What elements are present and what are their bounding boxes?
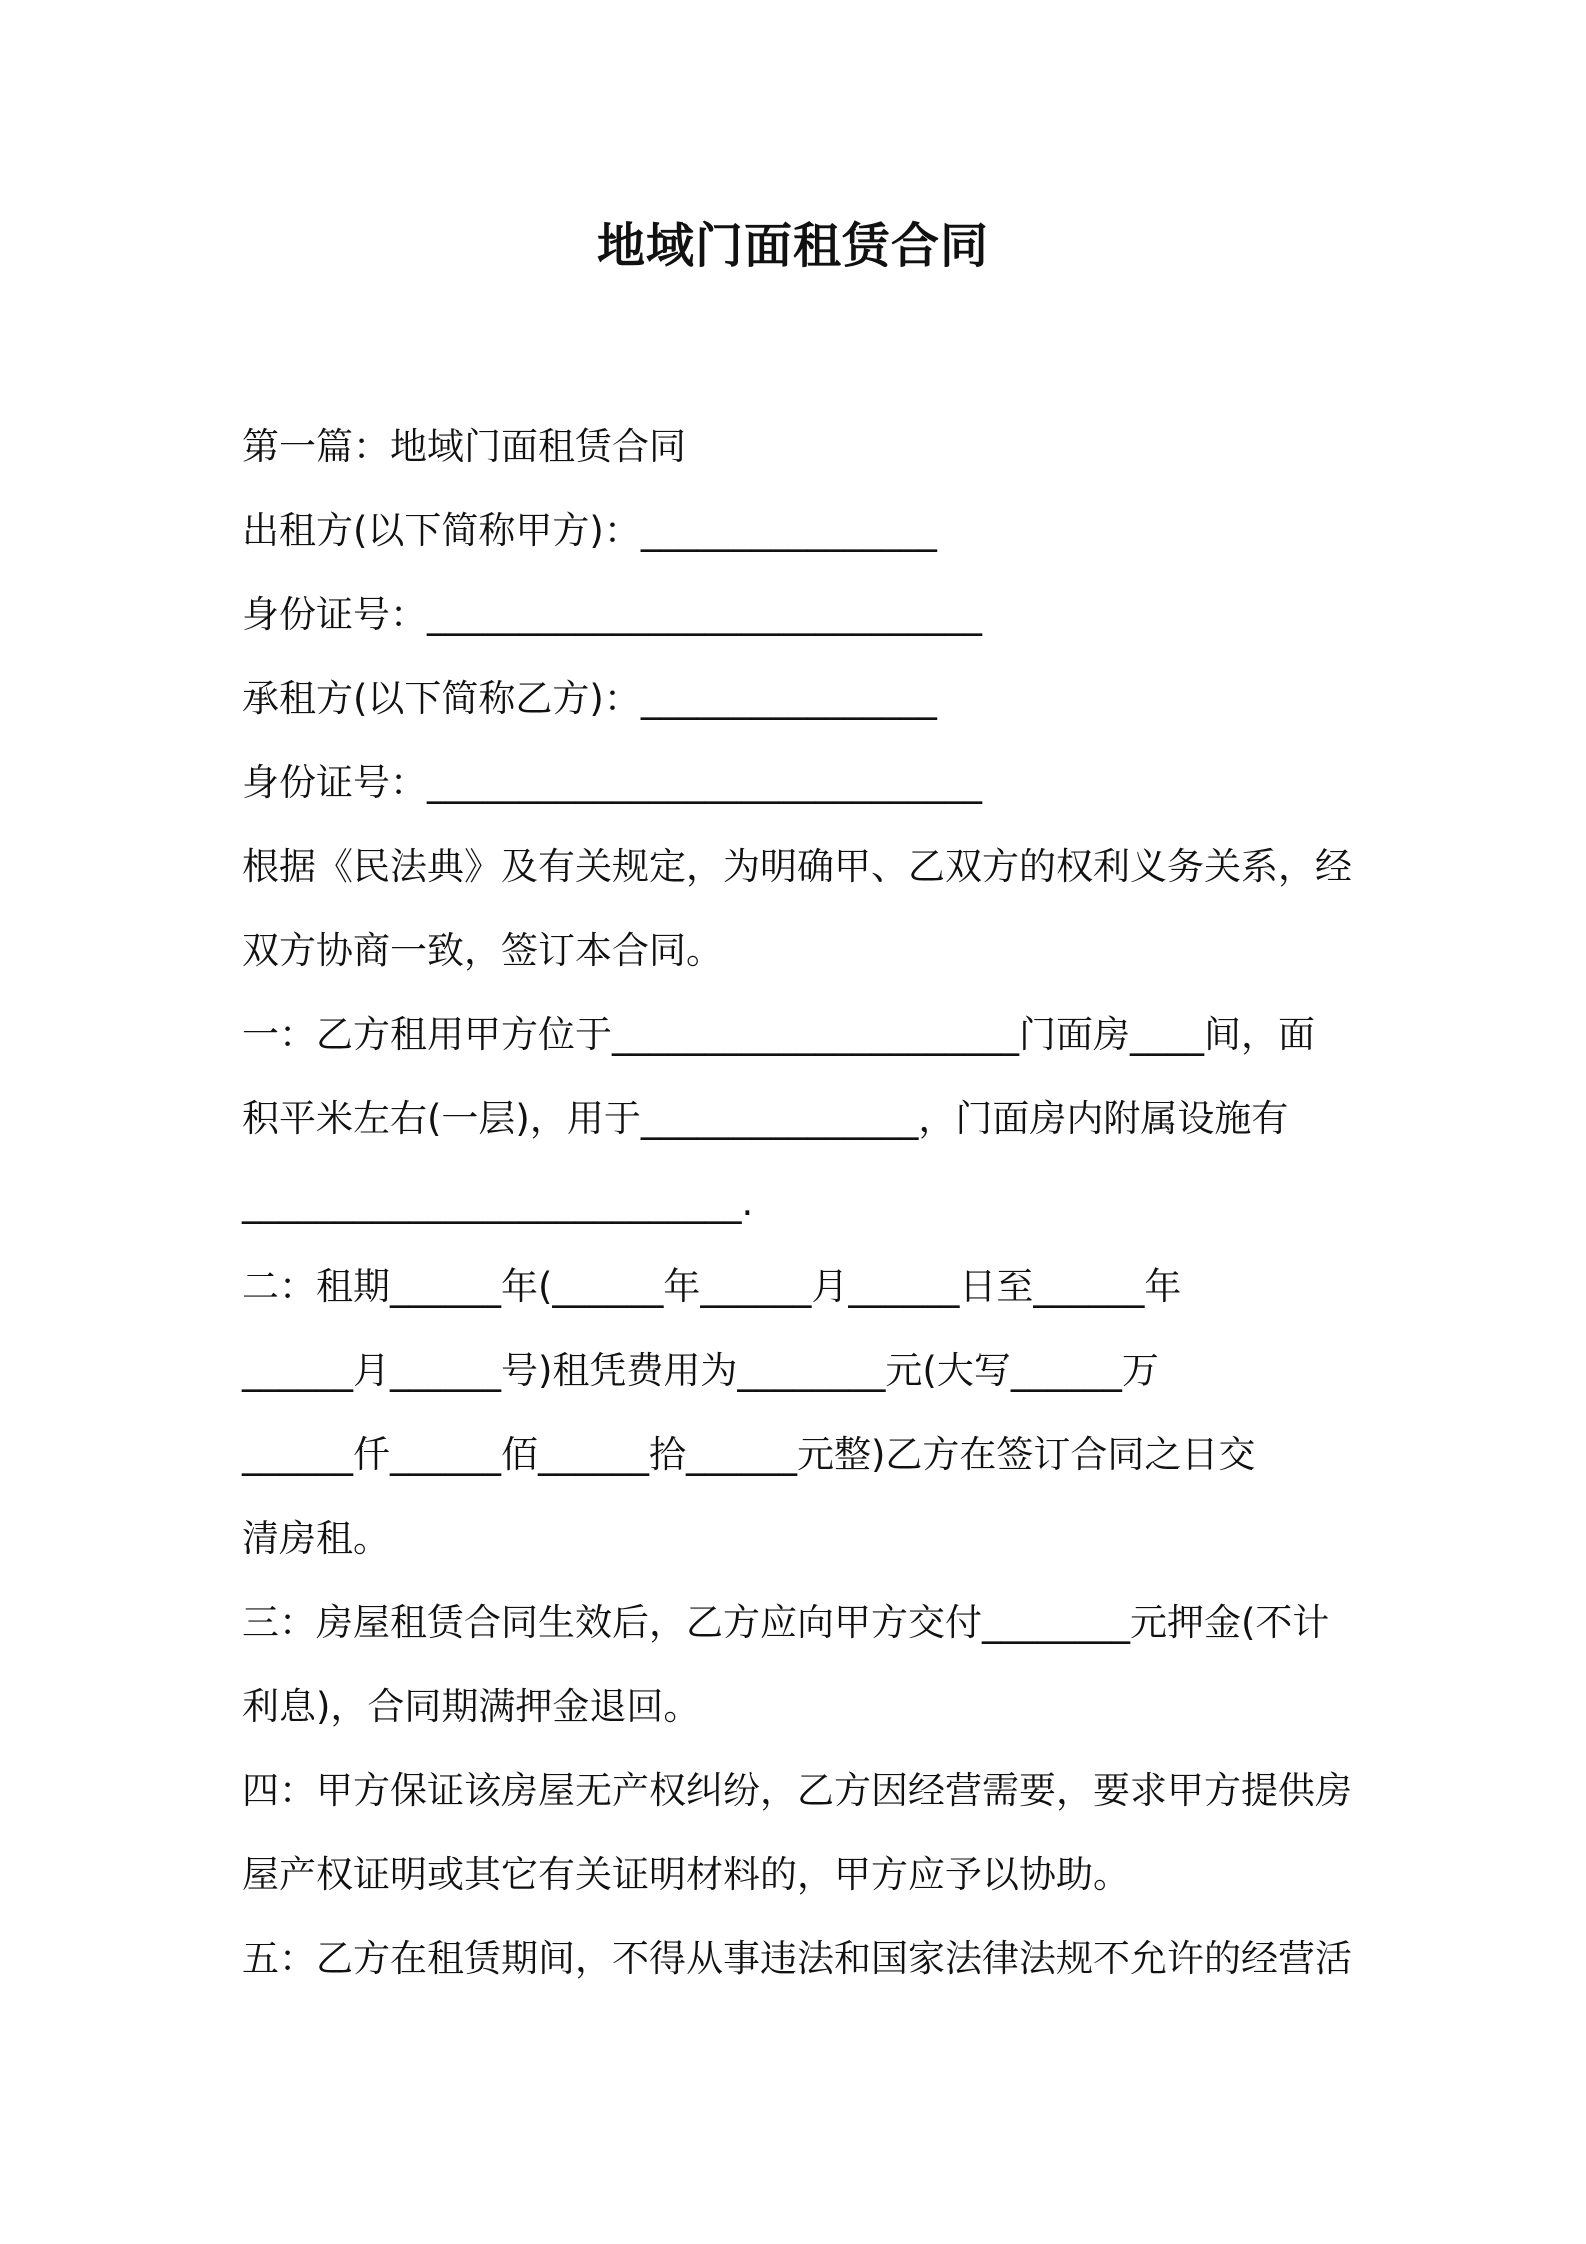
preamble-line-2: 双方协商一致，签订本合同。: [242, 929, 723, 972]
document-title: 地域门面租赁合同: [596, 218, 989, 274]
section-heading: 第一篇：地域门面租赁合同: [242, 425, 686, 468]
clause-1-line-2: 积平米左右(一层)，用于_______________，门面房内附属设施有: [242, 1097, 1289, 1140]
lessor-id-field: 身份证号：______________________________: [242, 593, 982, 636]
preamble-line-1: 根据《民法典》及有关规定，为明确甲、乙双方的权利义务关系，经: [242, 845, 1352, 888]
clause-3-line-1: 三：房屋租赁合同生效后，乙方应向甲方交付________元押金(不计: [242, 1601, 1330, 1644]
clause-1-line-1: 一：乙方租用甲方位于______________________门面房____间，面: [242, 1013, 1315, 1056]
clause-2-line-2: ______月______号)租凭费用为________元(大写______万: [242, 1349, 1159, 1392]
clause-2-line-1: 二：租期______年(______年______月______日至______年: [242, 1265, 1182, 1308]
clause-4-line-2: 屋产权证明或其它有关证明材料的，甲方应予以协助。: [242, 1853, 1130, 1896]
lessee-id-field: 身份证号：______________________________: [242, 761, 982, 804]
lessee-field: 承租方(以下简称乙方)：________________: [242, 677, 937, 720]
clause-3-line-2: 利息)，合同期满押金退回。: [242, 1685, 701, 1728]
clause-5-line-1: 五：乙方在租赁期间，不得从事违法和国家法律法规不允许的经营活: [242, 1937, 1352, 1980]
clause-4-line-1: 四：甲方保证该房屋无产权纠纷，乙方因经营需要，要求甲方提供房: [242, 1769, 1352, 1812]
document-body: [242, 405, 1362, 2001]
lessor-field: 出租方(以下简称甲方)：________________: [242, 509, 937, 552]
clause-1-line-3: ___________________________.: [242, 1181, 754, 1224]
clause-2-line-4: 清房租。: [242, 1517, 390, 1560]
clause-2-line-3: ______仟______佰______拾______元整)乙方在签订合同之日交: [242, 1433, 1256, 1476]
